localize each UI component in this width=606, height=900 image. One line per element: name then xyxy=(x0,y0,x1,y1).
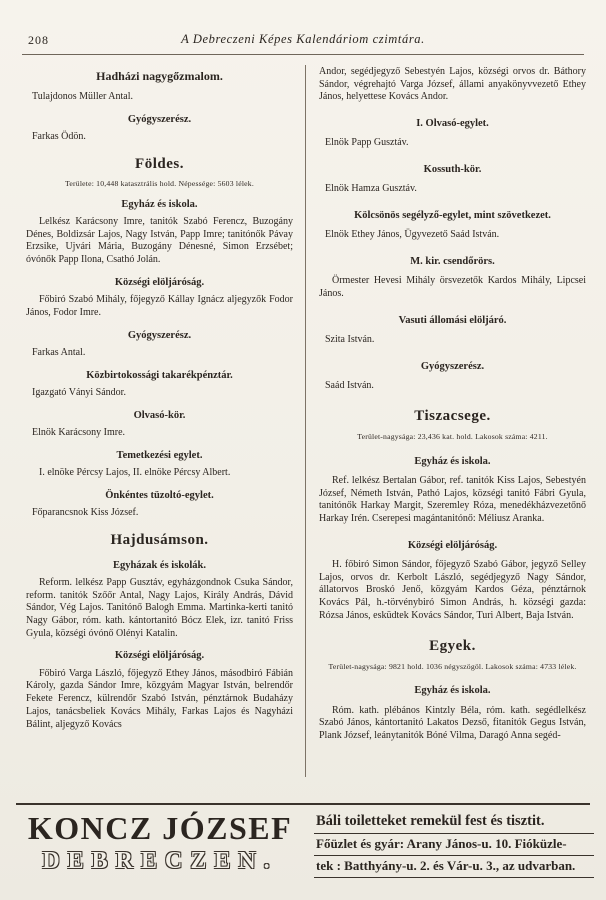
entry-line: Tulajdonos Müller Antal. xyxy=(32,91,134,103)
town-name-heading: Földes. xyxy=(135,155,184,172)
subsection-heading: Egyház és iskola. xyxy=(414,685,491,697)
advert-footer xyxy=(0,803,606,900)
subsection-heading: Vasuti állomási elöljáró. xyxy=(398,314,507,326)
entry-line: Elnök Karácsony Imre. xyxy=(32,426,126,438)
page-header xyxy=(0,0,606,47)
subsection-heading: Gyógyszerész. xyxy=(420,360,485,372)
entry-line: Elnök Papp Gusztáv. xyxy=(325,137,409,149)
subsection-heading: I. Olvasó-egylet. xyxy=(416,118,489,130)
advert-brand xyxy=(12,810,308,878)
advert-brand-name: KONCZ JÓZSEF xyxy=(27,810,293,846)
subsection-heading: Gyógyszerész. xyxy=(127,329,192,341)
subsection-heading: Temetkezési egylet. xyxy=(116,449,203,461)
entry-line: Szita István. xyxy=(325,334,375,346)
subsection-heading: Egyházak és iskolák. xyxy=(112,559,207,571)
subsection-heading: M. kir. csendőrörs. xyxy=(410,256,495,268)
right-column xyxy=(306,65,586,777)
paragraph: Reform. lelkész Papp Gusztáv, egyházgondnok Csuka Sándor, reform. tanitók Szőőr Antal, Nagy Lajos, Király András, Dávid Sándor, Vég Lajos. Tanitónő Balogh Emma. Martinka-kerti tanitó Nagy Gábor, róm. kath. kántortanitó Bócz Elek, izr. tanitó Friss Gyula, községi óvónő Olényi Katalin. xyxy=(26,577,293,639)
subsection-heading: Kossuth-kör. xyxy=(423,164,482,176)
statistics-line: Terület-nagysága: 23,436 kat. hold. Lakosok száma: 4211. xyxy=(357,431,548,441)
advert-brand-city: DEBRECZEN. xyxy=(42,847,278,874)
advert-address-line-2: tek : Batthyány-u. 2. és Vár-u. 3., az udvarban. xyxy=(314,856,594,878)
entry-line: Főparancsnok Kiss József. xyxy=(32,506,139,518)
subsection-heading: Gyógyszerész. xyxy=(127,113,192,125)
town-name-heading: Tiszacsege. xyxy=(414,407,491,424)
entry-line: Igazgató Ványi Sándor. xyxy=(32,386,126,398)
entry-line: Farkas Ödön. xyxy=(32,131,86,143)
paragraph: Örmester Hevesi Mihály örsvezetők Kardos Mihály, Lipcsei János. xyxy=(319,275,586,300)
town-name-heading: Egyek. xyxy=(429,637,476,654)
section-heading: Hadházi nagygőzmalom. xyxy=(96,69,223,83)
paragraph: Lelkész Karácsony Imre, tanitók Szabó Ferencz, Buzogány Dénes, Boldizsár Lajos, Nagy István, Papp Imre; tanitónők Pávay Erzsike, Ujvári Mária, Buzogány Dénesné, Simon Erzsébet; óvónők Papp Ilona, Csathó Jolán. xyxy=(26,216,293,266)
subsection-heading: Olvasó-kör. xyxy=(133,409,186,421)
subsection-heading: Községi elöljáróság. xyxy=(114,650,205,662)
content-columns xyxy=(0,55,606,777)
advert-text xyxy=(308,810,594,878)
advert-address-line-1: Főüzlet és gyár: Arany János-u. 10. Fióküzle- xyxy=(314,834,594,856)
paragraph: H. főbiró Simon Sándor, főjegyző Szabó Gábor, jegyző Selley Lajos, orvos dr. Kerbolt László, segédjegyző Nagy Sándor, állatorvos Broskó Jenő, közgyám Kardos Géza, pénztárnok Kovács Pál, h.-törvénybiró Simon András, h. községi gazda: Rózsa János, esküdtek Kovács Sándor, Turi Albert, Baja István. xyxy=(319,559,586,621)
subsection-heading: Önkéntes tüzoltó-egylet. xyxy=(105,489,214,501)
subsection-heading: Kölcsönös segélyző-egylet, mint szövetkezet. xyxy=(354,210,551,222)
entry-line: Elnök Hamza Gusztáv. xyxy=(325,183,417,195)
paragraph-continuation: Andor, segédjegyző Sebestyén Lajos, községi orvos dr. Báthory Sándor, végrehajtó Varga József, állami anyakönyvvezető Ethey János, helyettese Kovács Andor. xyxy=(319,66,586,103)
subsection-heading: Egyház és iskola. xyxy=(121,198,198,210)
left-column xyxy=(26,65,305,777)
page-title: A Debreczeni Képes Kalendáriom czimtára. xyxy=(181,32,425,46)
paragraph: Főbiró Varga László, főjegyző Ethey János, másodbiró Fábián Károly, gazda Sándor Imre, közgyám Magyar István, belrendőr Fekete Ferencz, külrendőr Szabó István, pénztárnok Budaházy Lajos, tanácsbeliek Kovács Mihály, Farkas Lajos és Nagyházi Bálint, aljegyző Kovács xyxy=(26,667,293,730)
subsection-heading: Egyház és iskola. xyxy=(414,455,491,467)
subsection-heading: Közbirtokossági takarékpénztár. xyxy=(86,369,233,381)
advert-footer-inner xyxy=(12,805,594,878)
subsection-heading: Községi elöljáróság. xyxy=(114,276,205,288)
entry-line: Farkas Antal. xyxy=(32,346,86,358)
statistics-line: Terület-nagysága: 9821 hold. 1036 négyszögöl. Lakosok száma: 4733 lélek. xyxy=(328,661,577,671)
paragraph: I. elnöke Pércsy Lajos, II. elnöke Pércsy Albert. xyxy=(39,466,231,478)
subsection-heading: Községi elöljáróság. xyxy=(407,539,498,551)
statistics-line: Területe: 10,448 katasztrális hold. Népessége: 5603 lélek. xyxy=(65,178,254,188)
paragraph: Róm. kath. plébános Kintzly Béla, róm. kath. segédlelkész Szabó János, kántortanitó Lakatos Dezső, fitanitók Gegus István, Plank József, leánytanitók Bóné Vilma, Daragó Anna segéd- xyxy=(319,704,586,742)
entry-line: Elnök Ethey János, Ügyvezető Saád István. xyxy=(325,229,500,241)
advert-headline: Báli toiletteket remekül fest és tisztit. xyxy=(314,811,594,834)
town-name-heading: Hajdusámson. xyxy=(110,531,209,548)
entry-line: Saád István. xyxy=(325,380,374,392)
page-number: 208 xyxy=(28,33,49,47)
paragraph: Főbiró Szabó Mihály, főjegyző Kállay Ignácz aljegyzők Fodor János, Fodor Imre. xyxy=(26,294,293,318)
paragraph: Ref. lelkész Bertalan Gábor, ref. tanitók Kiss Lajos, Sebestyén József, Németh István, Pathó Lajos, községi tanitó Fábri Gyula, tanitónők Harkay Margit, Szeremley Róza, menedékházvezetőnő Harkay Irén. Cserepesi magántanitónő: Méliusz Aranka. xyxy=(319,475,586,525)
